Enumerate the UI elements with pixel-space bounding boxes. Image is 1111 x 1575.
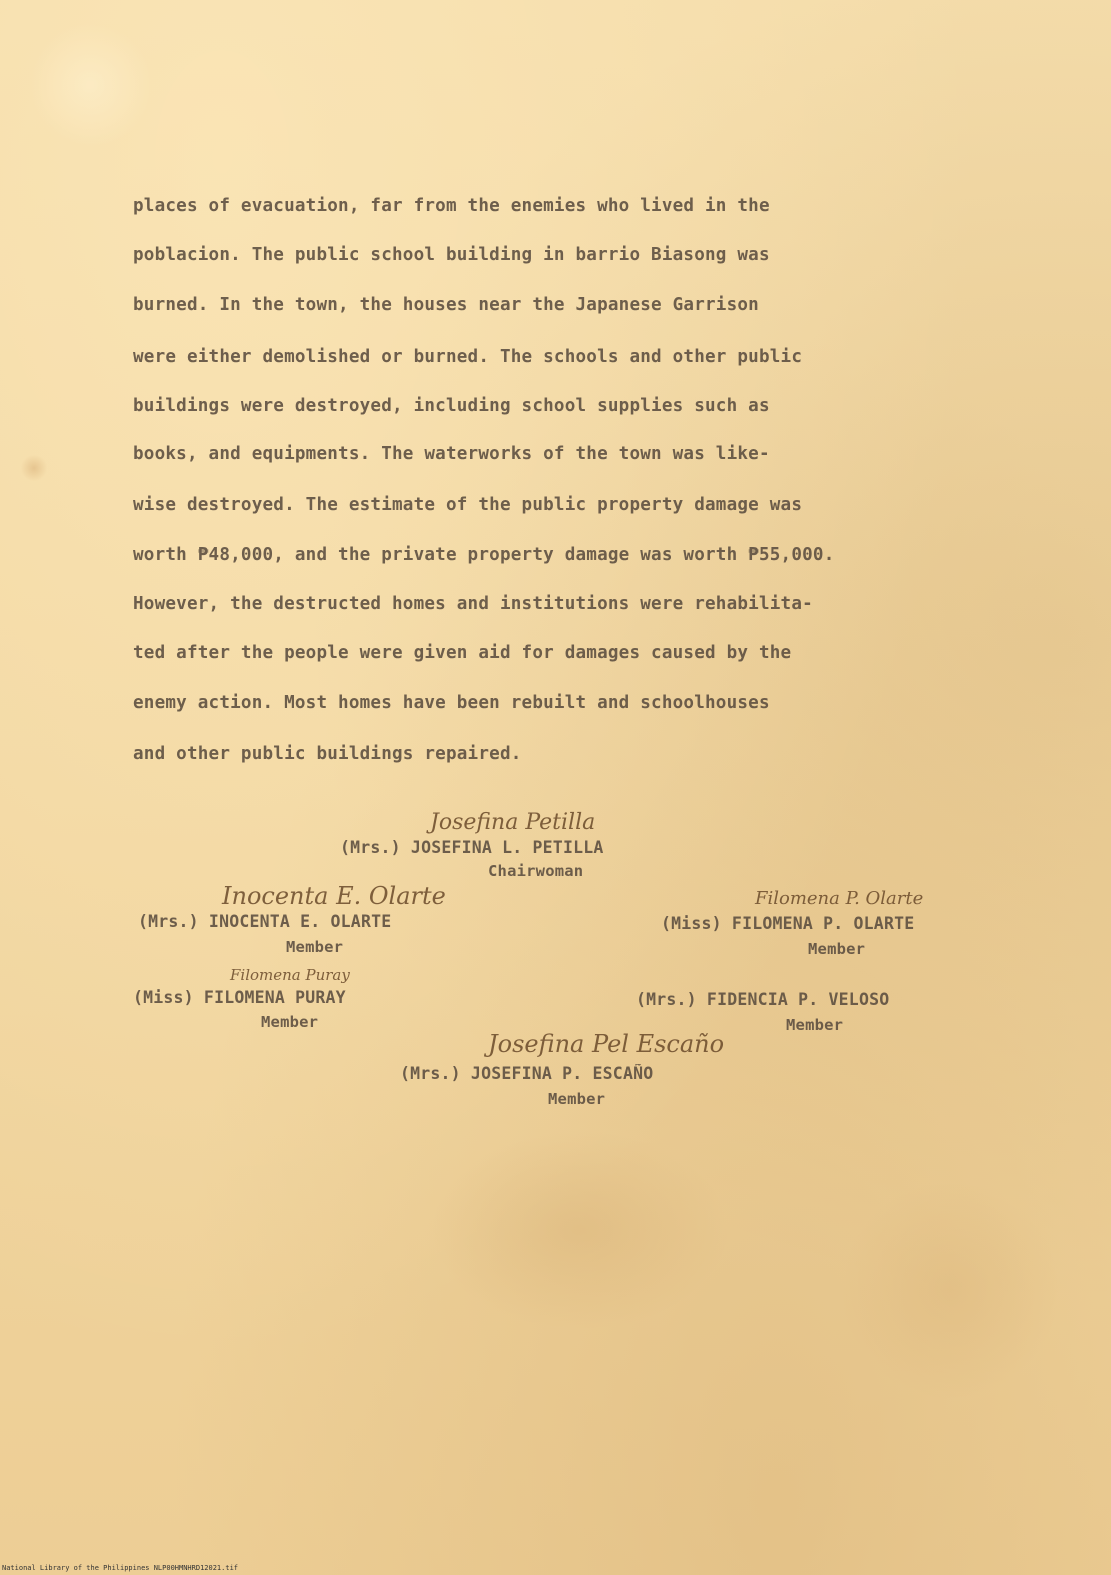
member-5-name: (Mrs.) JOSEFINA P. ESCAÑO — [400, 1064, 654, 1083]
paper-stain — [430, 1130, 730, 1330]
paper-stain — [20, 455, 48, 481]
body-line: were either demolished or burned. The schools and other public — [133, 347, 803, 367]
chairwoman-name: (Mrs.) JOSEFINA L. PETILLA — [340, 838, 604, 857]
archive-footer: National Library of the Philippines NLP00HMNHRD12021.tif — [2, 1564, 239, 1572]
body-line: enemy action. Most homes have been rebuilt and schoolhouses — [133, 693, 770, 713]
paper-stain — [30, 20, 150, 150]
chairwoman-signature: Josefina Petilla — [430, 810, 596, 835]
body-line: wise destroyed. The estimate of the public property damage was — [133, 495, 803, 515]
body-line: buildings were destroyed, including school supplies such as — [133, 396, 770, 416]
member-3-title: Member — [261, 1013, 319, 1031]
body-line: books, and equipments. The waterworks of the town was like- — [133, 444, 770, 464]
body-line: places of evacuation, far from the enemies who lived in the — [133, 196, 770, 216]
chairwoman-title: Chairwoman — [488, 862, 584, 880]
member-3-signature: Filomena Puray — [230, 966, 350, 984]
member-5-signature: Josefina Pel Escaño — [488, 1030, 725, 1058]
body-line: However, the destructed homes and institutions were rehabilita- — [133, 594, 813, 614]
member-1-title: Member — [286, 938, 344, 956]
body-line: ted after the people were given aid for damages caused by the — [133, 643, 792, 663]
body-line: worth ₱48,000, and the private property damage was worth ₱55,000. — [133, 545, 835, 565]
member-5-title: Member — [548, 1090, 606, 1108]
member-4-name: (Mrs.) FIDENCIA P. VELOSO — [636, 990, 890, 1009]
member-2-signature: Filomena P. Olarte — [755, 888, 924, 909]
paper-stain — [840, 1180, 1060, 1400]
member-2-title: Member — [808, 940, 866, 958]
member-3-name: (Miss) FILOMENA PURAY — [133, 988, 346, 1007]
member-1-name: (Mrs.) INOCENTA E. OLARTE — [138, 912, 392, 931]
body-line: poblacion. The public school building in barrio Biasong was — [133, 245, 770, 265]
member-2-name: (Miss) FILOMENA P. OLARTE — [661, 914, 915, 933]
member-1-signature: Inocenta E. Olarte — [222, 882, 446, 910]
body-line: burned. In the town, the houses near the Japanese Garrison — [133, 295, 759, 315]
member-4-title: Member — [786, 1016, 844, 1034]
body-line: and other public buildings repaired. — [133, 744, 522, 764]
